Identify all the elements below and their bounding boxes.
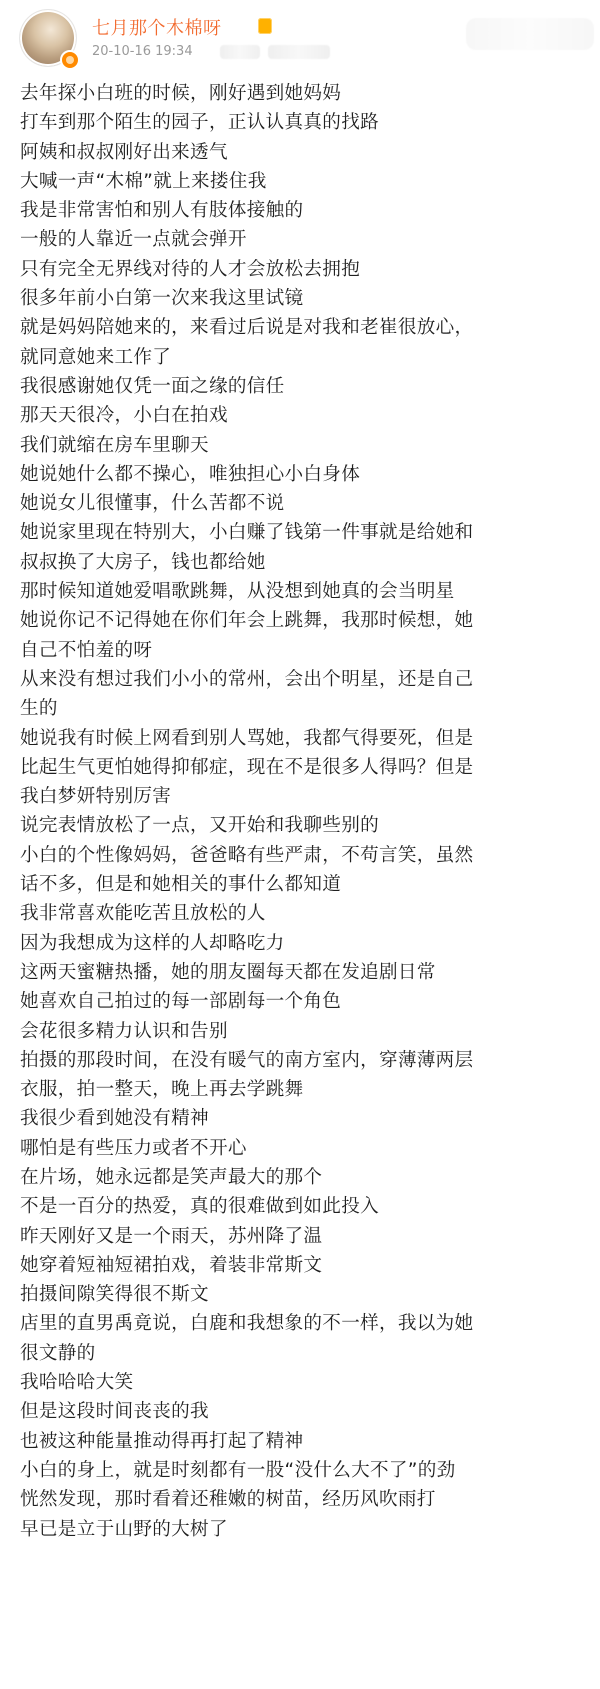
- post-text-line: 她说女儿很懂事，什么苦都不说: [20, 493, 285, 515]
- post-text-line: 说完表情放松了一点，又开始和我聊些别的: [20, 815, 379, 837]
- post-body: [20, 79, 580, 1544]
- post-text-line: 生的: [20, 698, 58, 720]
- post-text-line: 她说她什么都不操心，唯独担心小白身体: [20, 463, 361, 485]
- post-text-line: 早已是立于山野的大树了: [20, 1518, 228, 1540]
- post-text-line: 话不多，但是和她相关的事什么都知道: [20, 874, 342, 896]
- post-text-line: 小白的个性像妈妈，爸爸略有些严肃，不苟言笑，虽然: [20, 844, 474, 866]
- post-text-line: 大喊一声“木棉”就上来搂住我: [20, 170, 267, 192]
- post-time: 20-10-16 19:34: [92, 44, 193, 59]
- post-text-line: 但是这段时间丧丧的我: [20, 1401, 209, 1423]
- post-text-line: 只有完全无界线对待的人才会放松去拥抱: [20, 258, 361, 280]
- post-text-line: 就是妈妈陪她来的，来看过后说是对我和老崔很放心，: [20, 317, 474, 339]
- blurred-follow-button[interactable]: [466, 18, 594, 50]
- post-text-line: 小白的身上，就是时刻都有一股“没什么大不了”的劲: [20, 1459, 456, 1481]
- post-text-line: 我们就缩在房车里聊天: [20, 434, 209, 456]
- post-text-line: 衣服，拍一整天，晚上再去学跳舞: [20, 1079, 304, 1101]
- post-text-line: 叔叔换了大房子，钱也都给她: [20, 551, 266, 573]
- post-header: [0, 0, 600, 70]
- post-text-line: 会花很多精力认识和告别: [20, 1020, 228, 1042]
- post-text-line: 很文静的: [20, 1342, 96, 1364]
- post-text-line: 这两天蜜糖热播，她的朋友圈每天都在发追剧日常: [20, 961, 436, 983]
- verified-badge-icon: [60, 50, 80, 70]
- blurred-source: [220, 45, 260, 59]
- post-text-line: 不是一百分的热爱，真的很难做到如此投入: [20, 1196, 379, 1218]
- member-level-icon: [258, 18, 272, 34]
- post-text-line: 她穿着短袖短裙拍戏，着装非常斯文: [20, 1254, 323, 1276]
- post-text-line: 恍然发现，那时看着还稚嫩的树苗，经历风吹雨打: [20, 1489, 436, 1511]
- post-text-line: 一般的人靠近一点就会弹开: [20, 229, 247, 251]
- post-text-line: 她说我有时候上网看到别人骂她，我都气得要死，但是: [20, 727, 474, 749]
- post-text-line: 拍摄间隙笑得很不斯文: [20, 1284, 209, 1306]
- blurred-source-extra: [268, 45, 330, 59]
- post-text-line: 拍摄的那段时间，在没有暖气的南方室内，穿薄薄两层: [20, 1049, 474, 1071]
- post-text-line: 我是非常害怕和别人有肢体接触的: [20, 200, 304, 222]
- post-text-line: 因为我想成为这样的人却略吃力: [20, 932, 285, 954]
- post-text-line: 去年探小白班的时候，刚好遇到她妈妈: [20, 83, 342, 104]
- post-text-line: 就同意她来工作了: [20, 346, 172, 368]
- username[interactable]: 七月那个木棉呀: [92, 18, 222, 39]
- post-text-line: 在片场，她永远都是笑声最大的那个: [20, 1166, 323, 1188]
- post-text-line: 我很少看到她没有精神: [20, 1108, 209, 1130]
- post-text-line: 她喜欢自己拍过的每一部剧每一个角色: [20, 991, 342, 1013]
- post-text-line: 自己不怕羞的呀: [20, 639, 153, 661]
- post-text-line: 阿姨和叔叔刚好出来透气: [20, 141, 228, 163]
- post-text-line: 她说你记不记得她在你们年会上跳舞，我那时候想，她: [20, 610, 474, 632]
- post-text-line: 她说家里现在特别大，小白赚了钱第一件事就是给她和: [20, 522, 474, 544]
- post-text-line: 比起生气更怕她得抑郁症，现在不是很多人得吗？但是: [20, 756, 474, 778]
- post-text-line: 那时候知道她爱唱歌跳舞，从没想到她真的会当明星: [20, 581, 455, 603]
- post-text-line: 我很感谢她仅凭一面之缘的信任: [20, 375, 285, 397]
- post-text-line: 我哈哈哈大笑: [20, 1372, 134, 1394]
- post-text-line: 也被这种能量推动得再打起了精神: [20, 1430, 304, 1452]
- post-text-line: 很多年前小白第一次来我这里试镜: [20, 288, 304, 310]
- post-text-line: 昨天刚好又是一个雨天，苏州降了温: [20, 1225, 323, 1247]
- post-text-line: 从来没有想过我们小小的常州，会出个明星，还是自己: [20, 668, 474, 690]
- post-text-line: 那天天很冷，小白在拍戏: [20, 405, 228, 427]
- post-text-line: 哪怕是有些压力或者不开心: [20, 1137, 247, 1159]
- post-text-line: 打车到那个陌生的园子，正认认真真的找路: [20, 112, 379, 134]
- post-text-line: 店里的直男禹竟说，白鹿和我想象的不一样，我以为她: [20, 1313, 474, 1335]
- post-text-line: 我非常喜欢能吃苦且放松的人: [20, 903, 266, 925]
- post-text-line: 我白梦妍特别厉害: [20, 786, 172, 808]
